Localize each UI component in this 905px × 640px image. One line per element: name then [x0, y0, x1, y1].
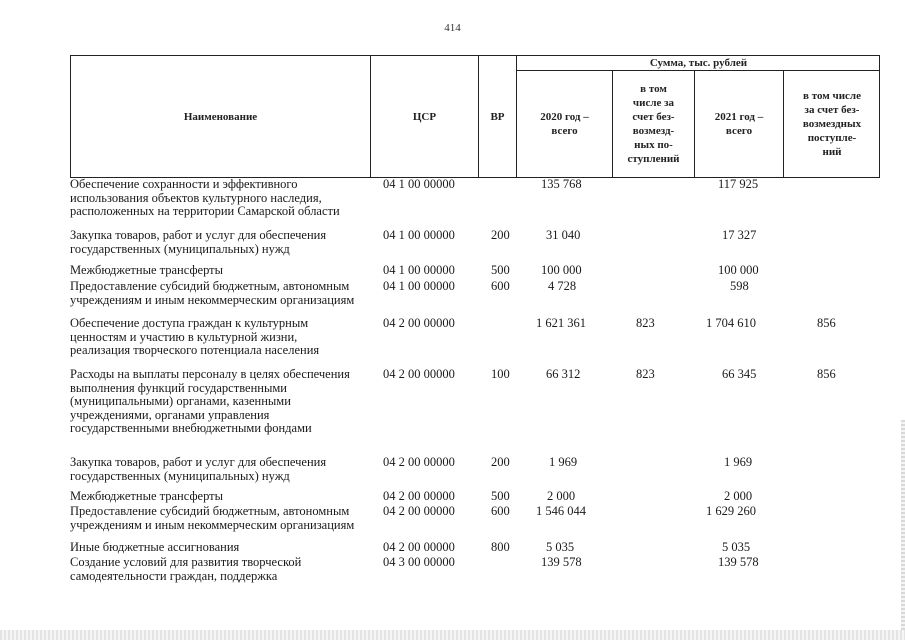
header-csr: ЦСР: [412, 110, 437, 123]
header-sum-group: Сумма, тыс. рублей: [649, 57, 748, 69]
row-name: Расходы на выплаты персоналу в целях обеспечения выполнения функций государственными (муниципальными) органами, казенными учреждениями, органами управления государственными внебюджетными фондами: [70, 367, 350, 436]
row-csr: 04 2 00 00000: [383, 367, 455, 381]
row-2021-total: 598: [730, 279, 749, 293]
row-2020-total: 1 969: [549, 455, 578, 469]
row-csr: 04 2 00 00000: [383, 316, 455, 330]
row-csr: 04 1 00 00000: [383, 177, 455, 191]
row-2021-total: 139 578: [718, 555, 759, 569]
row-name: Обеспечение доступа граждан к культурным ценностям и участию в культурной жизни, реализация творческого потенциала населения: [70, 316, 320, 358]
row-2020-total: 1 546 044: [536, 504, 586, 518]
row-name: Закупка товаров, работ и услуг для обеспечения государственных (муниципальных) нужд: [70, 228, 327, 256]
row-vr: 200: [491, 455, 510, 469]
row-name: Межбюджетные трансферты: [70, 489, 224, 503]
row-name: Предоставление субсидий бюджетным, автономным учреждениям и иным некоммерческим организациям: [70, 504, 355, 532]
page-number: 414: [444, 22, 461, 34]
row-2020-gratuitous: 823: [636, 367, 655, 381]
row-2021-total: 100 000: [718, 263, 759, 277]
row-csr: 04 1 00 00000: [383, 228, 455, 242]
row-name: Закупка товаров, работ и услуг для обеспечения государственных (муниципальных) нужд: [70, 455, 327, 483]
row-2020-total: 100 000: [541, 263, 582, 277]
row-vr: 600: [491, 504, 510, 518]
row-2021-total: 1 629 260: [706, 504, 756, 518]
row-csr: 04 3 00 00000: [383, 555, 455, 569]
row-csr: 04 1 00 00000: [383, 263, 455, 277]
row-2020-total: 135 768: [541, 177, 582, 191]
header-2020-total: 2020 год – всего: [540, 111, 589, 137]
header-2021-total: 2021 год – всего: [714, 111, 764, 137]
row-2021-total: 5 035: [722, 540, 751, 554]
header-name: Наименование: [183, 110, 258, 123]
row-2021-gratuitous: 856: [817, 316, 836, 330]
row-2020-total: 66 312: [546, 367, 581, 381]
row-2021-total: 1 969: [724, 455, 753, 469]
row-2021-total: 17 327: [722, 228, 757, 242]
row-2020-gratuitous: 823: [636, 316, 655, 330]
header-2020-gratuitous: в том числе за счет без- возмезд- ных по- ступлений: [627, 83, 680, 165]
row-name: Межбюджетные трансферты: [70, 263, 224, 277]
row-vr: 200: [491, 228, 510, 242]
row-2021-total: 117 925: [718, 177, 759, 191]
row-csr: 04 2 00 00000: [383, 455, 455, 469]
row-vr: 600: [491, 279, 510, 293]
header-vr: ВР: [490, 110, 505, 123]
row-2021-total: 1 704 610: [706, 316, 756, 330]
row-csr: 04 2 00 00000: [383, 540, 455, 554]
header-2021-gratuitous: в том числе за счет без- возмездных поступле- ний: [802, 90, 862, 158]
row-2020-total: 31 040: [546, 228, 581, 242]
row-name: Создание условий для развития творческой самодеятельности граждан, поддержка: [70, 555, 302, 583]
row-vr: 100: [491, 367, 510, 381]
row-name: Обеспечение сохранности и эффективного использования объектов культурного наследия, расположенных на территории Самарской области: [70, 177, 340, 219]
row-name: Иные бюджетные ассигнования: [70, 540, 240, 554]
row-2020-total: 1 621 361: [536, 316, 586, 330]
row-2021-total: 66 345: [722, 367, 757, 381]
scan-edge-artifact: [0, 630, 905, 640]
row-2020-total: 4 728: [548, 279, 577, 293]
row-2021-total: 2 000: [724, 489, 753, 503]
row-2020-total: 2 000: [547, 489, 576, 503]
row-vr: 500: [491, 489, 510, 503]
row-2020-total: 139 578: [541, 555, 582, 569]
row-vr: 500: [491, 263, 510, 277]
row-name: Предоставление субсидий бюджетным, автономным учреждениям и иным некоммерческим организациям: [70, 279, 355, 307]
row-csr: 04 2 00 00000: [383, 489, 455, 503]
row-2021-gratuitous: 856: [817, 367, 836, 381]
row-csr: 04 1 00 00000: [383, 279, 455, 293]
row-vr: 800: [491, 540, 510, 554]
scan-edge-artifact: [901, 420, 905, 630]
row-2020-total: 5 035: [546, 540, 575, 554]
row-csr: 04 2 00 00000: [383, 504, 455, 518]
